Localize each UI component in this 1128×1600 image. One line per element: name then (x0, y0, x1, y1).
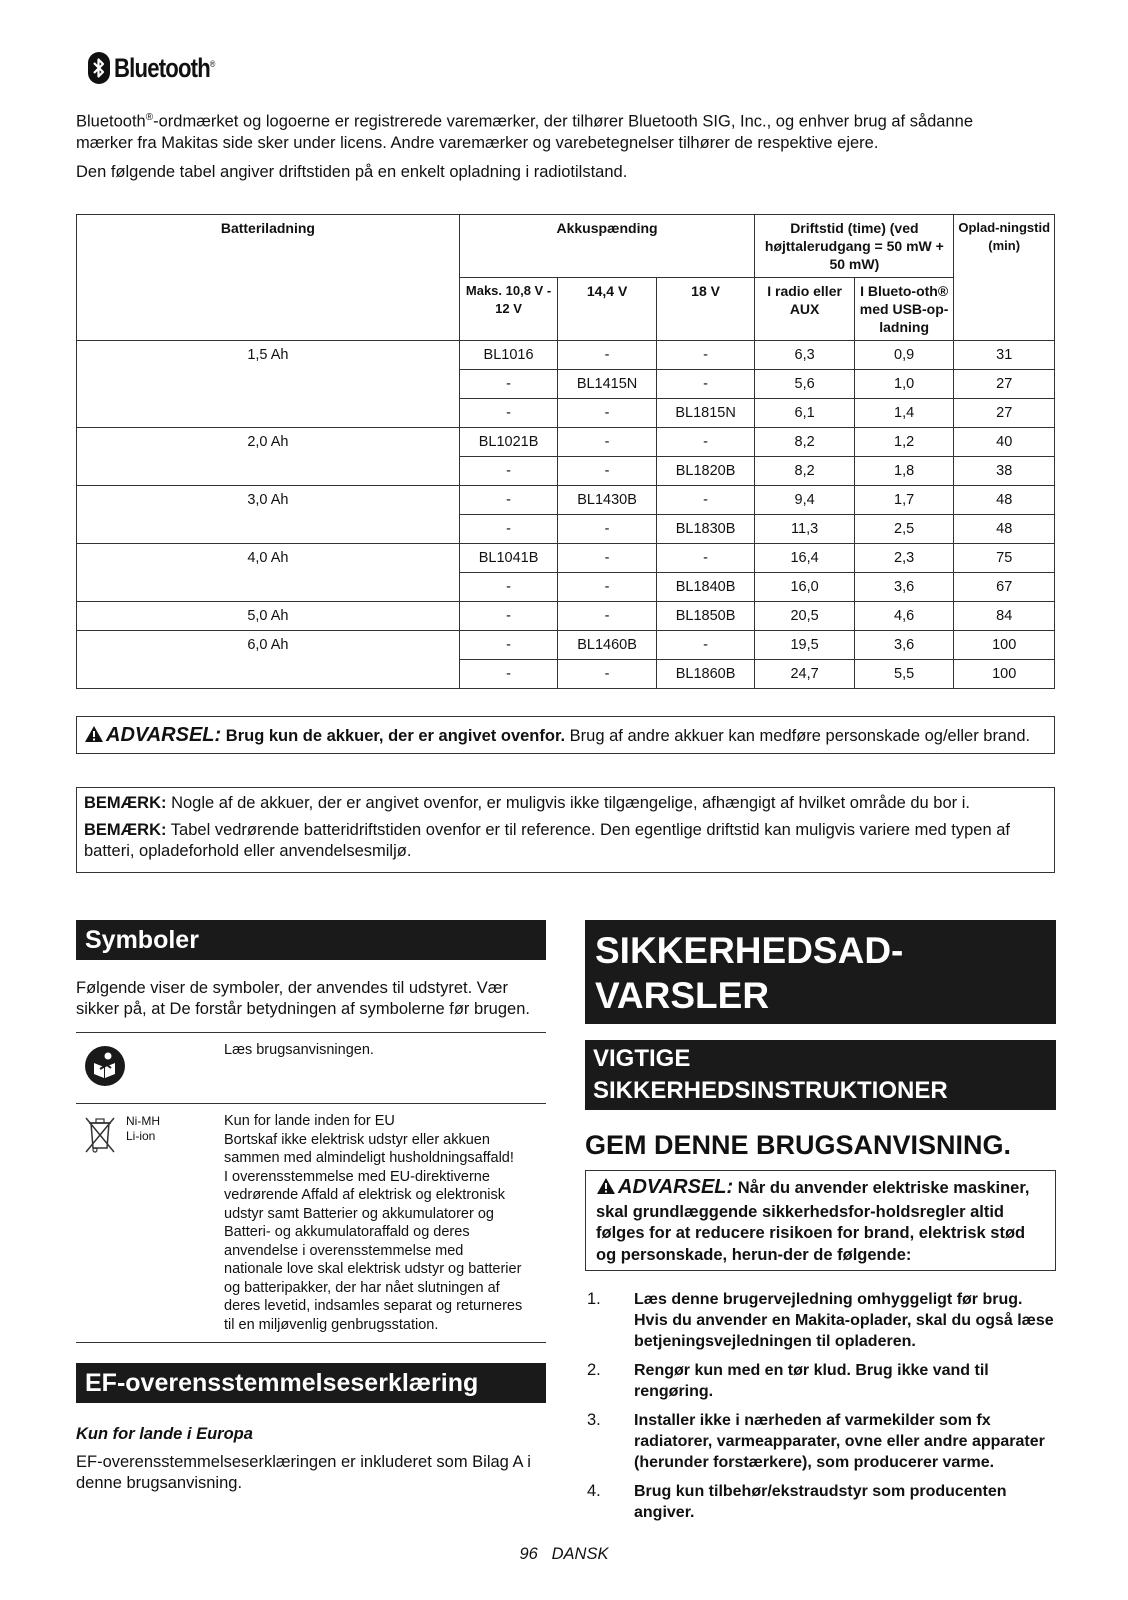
cell-capacity (77, 370, 460, 399)
table-row (77, 370, 1055, 399)
cell-c: 67 (954, 573, 1055, 602)
battery-type-labels: Ni-MH Li-ion (126, 1114, 160, 1143)
safety-rule-item (585, 1289, 1056, 1352)
rule-number: 1. (587, 1290, 601, 1308)
trademark-paragraph: Bluetooth®-ordmærket og logoerne er registrerede varemærker, der tilhører Bluetooth SIG, Inc., og enhver brug af sådanne mærker fra Makitas side sker under licens. Andre varemærker og varebetegnelser tilhører de respektive ejere. (76, 112, 974, 152)
table-row (77, 399, 1055, 428)
cell-capacity: 3,0 Ah (77, 486, 460, 515)
cell-r2: 4,6 (854, 602, 954, 631)
bluetooth-logo (88, 52, 237, 84)
cell-r2: 1,2 (854, 428, 954, 457)
cell-v2: - (558, 573, 657, 602)
cell-r1: 6,1 (755, 399, 855, 428)
language-label: DANSK (551, 1545, 609, 1563)
cell-r1: 8,2 (755, 457, 855, 486)
cell-r1: 9,4 (755, 486, 855, 515)
cell-c: 27 (954, 370, 1055, 399)
table-row (77, 573, 1055, 602)
cell-r2: 3,6 (854, 573, 954, 602)
cell-capacity (77, 399, 460, 428)
cell-r2: 1,0 (854, 370, 954, 399)
cell-capacity: 1,5 Ah (77, 341, 460, 370)
cell-v3: - (656, 631, 755, 660)
battery-runtime-table (76, 214, 1055, 689)
ef-heading: EF-overensstemmelseserklæring (76, 1363, 546, 1403)
cell-c: 84 (954, 602, 1055, 631)
cell-v1: - (459, 631, 558, 660)
ef-subheading: Kun for lande i Europa (76, 1425, 253, 1443)
table-row (77, 341, 1055, 370)
bluetooth-icon (88, 52, 110, 84)
cell-v2: - (558, 457, 657, 486)
cell-v3: - (656, 341, 755, 370)
cell-capacity (77, 457, 460, 486)
warning-icon (596, 1177, 616, 1202)
safety-warning-box: ADVARSEL: Når du anvender elektriske maskiner, skal grundlæggende sikkerhedsfor-holdsregler altid følges for at reducere risikoen for brand, elektrisk stød og personskade, herun-der de følgende: (585, 1170, 1056, 1271)
cell-capacity: 2,0 Ah (77, 428, 460, 457)
cell-c: 40 (954, 428, 1055, 457)
safety-rule-item (585, 1481, 1056, 1523)
header-v1: Maks. 10,8 V - 12 V (459, 278, 558, 341)
important-instructions-heading: VIGTIGE SIKKERHEDSINSTRUKTIONER (585, 1040, 1056, 1110)
rule-text: Læs denne brugervejledning omhyggeligt før brug. Hvis du anvender en Makita-oplader, skal du også læse betjeningsvejledningen til opladeren. (634, 1291, 1054, 1350)
header-voltage: Akkuspænding (459, 215, 755, 278)
symbol-row-disposal (76, 1104, 546, 1343)
cell-capacity: 6,0 Ah (77, 631, 460, 660)
header-charge-time: Oplad-ningstid (min) (954, 215, 1055, 341)
cell-v3: - (656, 544, 755, 573)
cell-c: 75 (954, 544, 1055, 573)
cell-r2: 1,7 (854, 486, 954, 515)
rule-text: Brug kun tilbehør/ekstraudstyr som producenten angiver. (634, 1483, 1007, 1521)
rule-text: Rengør kun med en tør klud. Brug ikke vand til rengøring. (634, 1362, 989, 1400)
cell-v1: BL1016 (459, 341, 558, 370)
cell-r1: 5,6 (755, 370, 855, 399)
cell-v2: - (558, 341, 657, 370)
symbols-intro: Følgende viser de symboler, der anvendes til udstyret. Vær sikker på, at De forstår betydningen af symbolerne før brugen. (76, 979, 530, 1018)
cell-capacity (77, 573, 460, 602)
symbol-manual-text: Læs brugsanvisningen. (224, 1042, 374, 1058)
cell-r2: 3,6 (854, 631, 954, 660)
cell-capacity (77, 660, 460, 689)
cell-c: 38 (954, 457, 1055, 486)
cell-r1: 11,3 (755, 515, 855, 544)
cell-c: 27 (954, 399, 1055, 428)
right-column (585, 920, 1056, 1531)
table-row (77, 486, 1055, 515)
cell-c: 48 (954, 515, 1055, 544)
rule-text: Installer ikke i nærheden af varmekilder som fx radiatorer, varmeapparater, ovne eller andre apparater (herunder forstærkere), som producerer varme. (634, 1412, 1045, 1471)
safety-rule-item (585, 1360, 1056, 1402)
save-manual-heading: GEM DENNE BRUGSANVISNING. (585, 1130, 1012, 1160)
header-v3: 18 V (656, 278, 755, 341)
note-2: BEMÆRK: Tabel vedrørende batteridriftstiden ovenfor er til reference. Den egentlige driftstid kan muligvis variere med typen af batteri, opladeforhold eller anvendelsesmiljø. (84, 821, 1010, 860)
rule-number: 4. (587, 1482, 601, 1500)
intro-text (76, 107, 1034, 191)
cell-r1: 19,5 (755, 631, 855, 660)
cell-capacity: 4,0 Ah (77, 544, 460, 573)
read-manual-icon (84, 1045, 126, 1087)
safety-rules-list (585, 1289, 1056, 1523)
cell-v3: - (656, 428, 755, 457)
cell-r1: 24,7 (755, 660, 855, 689)
cell-v2: - (558, 399, 657, 428)
page-number: 96 (519, 1545, 538, 1563)
cell-r2: 1,8 (854, 457, 954, 486)
cell-r1: 8,2 (755, 428, 855, 457)
cell-v3: BL1850B (656, 602, 755, 631)
left-column (76, 920, 546, 1494)
bluetooth-wordmark: Bluetooth® (114, 52, 215, 83)
cell-r2: 0,9 (854, 341, 954, 370)
cell-c: 31 (954, 341, 1055, 370)
cell-v3: BL1820B (656, 457, 755, 486)
cell-r2: 2,3 (854, 544, 954, 573)
cell-v3: BL1840B (656, 573, 755, 602)
table-row (77, 602, 1055, 631)
cell-c: 100 (954, 660, 1055, 689)
cell-capacity: 5,0 Ah (77, 602, 460, 631)
rule-number: 2. (587, 1361, 601, 1379)
cell-v1: BL1041B (459, 544, 558, 573)
table-row (77, 631, 1055, 660)
cell-v1: - (459, 602, 558, 631)
cell-v3: BL1830B (656, 515, 755, 544)
table-row (77, 515, 1055, 544)
cell-r1: 6,3 (755, 341, 855, 370)
cell-v2: BL1430B (558, 486, 657, 515)
cell-v1: - (459, 457, 558, 486)
cell-r1: 16,4 (755, 544, 855, 573)
cell-c: 100 (954, 631, 1055, 660)
cell-r1: 16,0 (755, 573, 855, 602)
cell-v1: - (459, 660, 558, 689)
header-bluetooth: I Blueto-oth® med USB-op-ladning (854, 278, 954, 341)
page-footer (0, 1545, 1128, 1564)
cell-v2: - (558, 544, 657, 573)
cell-v2: BL1460B (558, 631, 657, 660)
cell-v1: - (459, 573, 558, 602)
cell-v1: - (459, 370, 558, 399)
table-row (77, 660, 1055, 689)
cell-v3: BL1815N (656, 399, 755, 428)
header-battery-charge: Batteriladning (77, 215, 460, 341)
cell-v3: BL1860B (656, 660, 755, 689)
rule-number: 3. (587, 1411, 601, 1429)
note-1: BEMÆRK: Nogle af de akkuer, der er angivet ovenfor, er muligvis ikke tilgængelige, afhængigt af hvilket område du bor i. (84, 794, 970, 812)
cell-capacity (77, 515, 460, 544)
cell-c: 48 (954, 486, 1055, 515)
cell-v2: - (558, 428, 657, 457)
cell-r2: 2,5 (854, 515, 954, 544)
header-runtime: Driftstid (time) (ved højttalerudgang = 50 mW + 50 mW) (755, 215, 954, 278)
ef-text: EF-overensstemmelseserklæringen er inkluderet som Bilag A i denne brugsanvisning. (76, 1453, 531, 1492)
cell-v1: - (459, 486, 558, 515)
cell-v1: - (459, 515, 558, 544)
symbols-table (76, 1032, 546, 1343)
warning-box-batteries: ADVARSEL: Brug kun de akkuer, der er angivet ovenfor. Brug af andre akkuer kan medføre personskade og/eller brand. (76, 716, 1055, 754)
header-v2: 14,4 V (558, 278, 657, 341)
cell-r1: 20,5 (755, 602, 855, 631)
cell-v3: - (656, 486, 755, 515)
wheelie-bin-crossed-icon (82, 1114, 118, 1154)
cell-r2: 5,5 (854, 660, 954, 689)
safety-rule-item (585, 1410, 1056, 1473)
symbol-disposal-text: Kun for lande inden for EU Bortskaf ikke elektrisk udstyr eller akkuen sammen med almindeligt husholdningsaffald! I overensstemmelse med EU-direktiverne vedrørende Affald af elektrisk og elektronisk udstyr samt Batterier og akkumulatorer og Batteri- og akkumulatoraffald og deres anvendelse i overensstemmelse med nationale love skal elektrisk udstyr og batterier og batteripakker, der har nået slutningen af deres levetid, indsamles separat og returneres til en miljøvenlig genbrugsstation. (224, 1113, 523, 1333)
table-row (77, 428, 1055, 457)
warning-icon (84, 725, 104, 749)
header-radio: I radio eller AUX (755, 278, 855, 341)
safety-warnings-heading: SIKKERHEDSAD-VARSLER (585, 920, 1056, 1024)
cell-v2: - (558, 660, 657, 689)
cell-v2: - (558, 602, 657, 631)
cell-v1: - (459, 399, 558, 428)
cell-v3: - (656, 370, 755, 399)
cell-v1: BL1021B (459, 428, 558, 457)
cell-v2: BL1415N (558, 370, 657, 399)
cell-r2: 1,4 (854, 399, 954, 428)
table-row (77, 544, 1055, 573)
symbol-row-manual (76, 1033, 546, 1104)
symbols-heading: Symboler (76, 920, 546, 960)
table-intro-paragraph: Den følgende tabel angiver driftstiden på en enkelt opladning i radiotilstand. (76, 162, 628, 181)
table-row (77, 457, 1055, 486)
notes-box (76, 787, 1055, 873)
cell-v2: - (558, 515, 657, 544)
